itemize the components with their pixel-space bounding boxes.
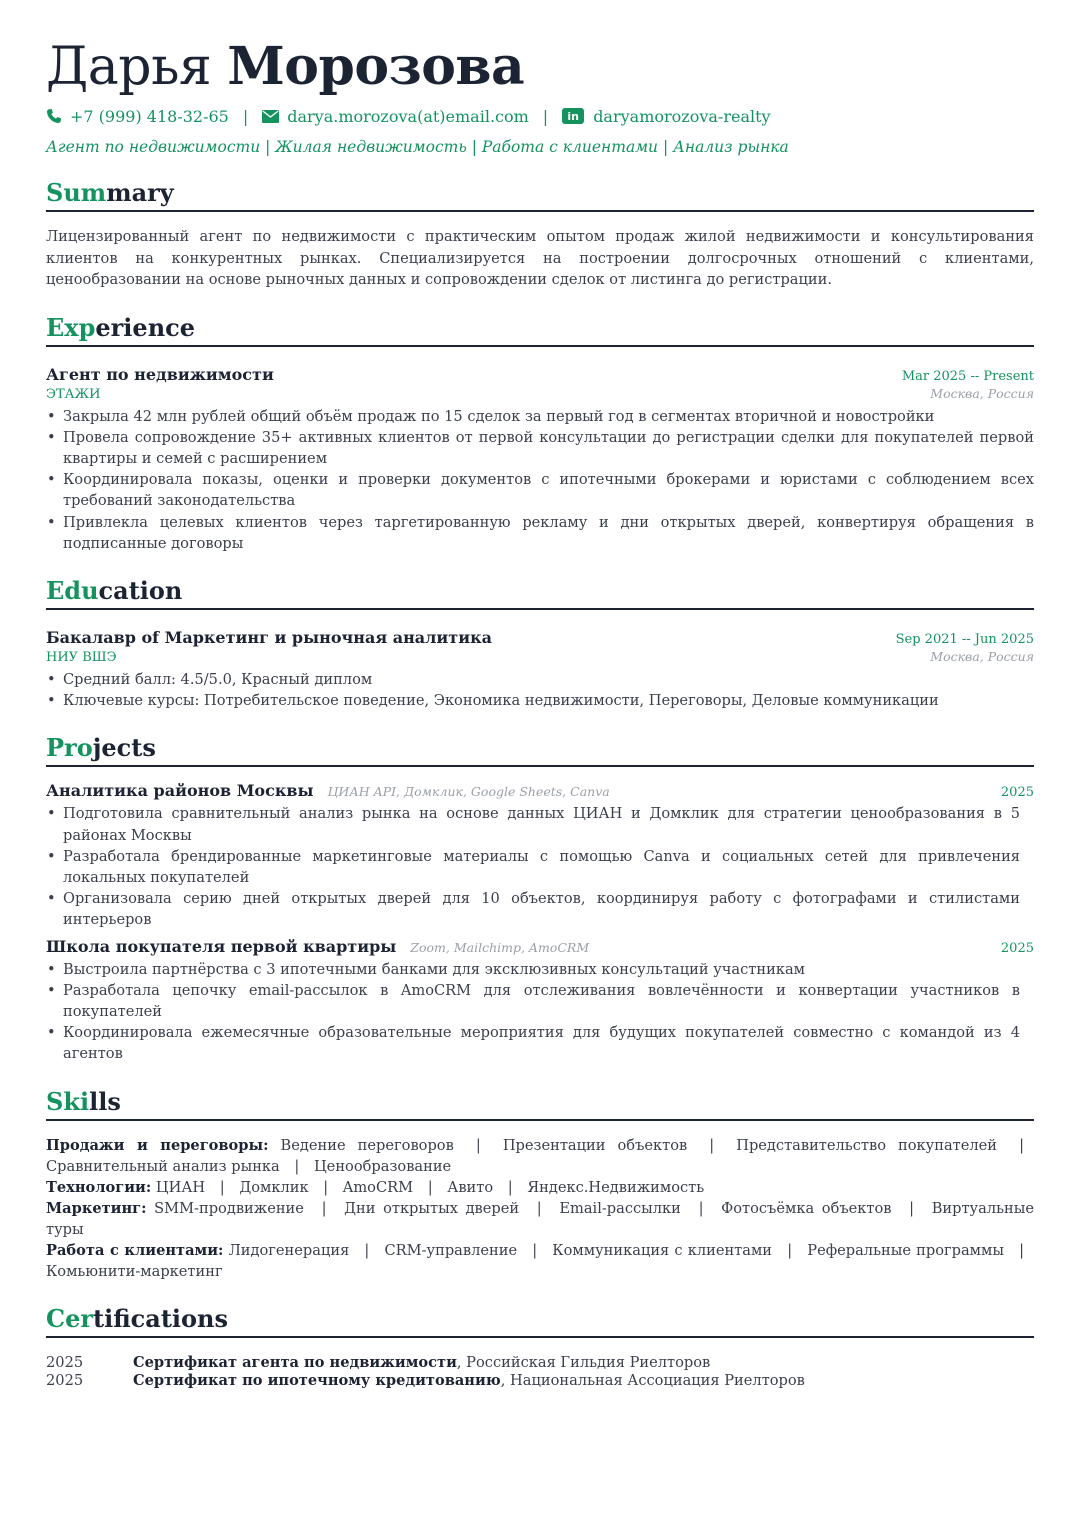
certification-name: Сертификат по ипотечному кредитованию [133,1371,501,1389]
project-entry [46,781,1034,930]
section-title-education: Education [46,576,1034,610]
contact-separator: | [242,106,249,126]
list-item: • Координировала показы, оценки и проверки документов с ипотечными брокерами и юристами с соблюдением всех требований законодательства [46,469,1034,511]
skill-separator: | [219,1178,225,1196]
list-item: • Разработала брендированные маркетинговые материалы с помощью Canva и социальных сетей для привлечения локальных покупателей [46,846,1020,888]
skill-item: Email-рассылки [559,1199,681,1217]
skill-group-label: Продажи и переговоры: [46,1136,269,1154]
certifications-list [46,1354,1034,1390]
skill-separator: | [294,1157,300,1175]
phone-icon [46,108,62,124]
skill-item: Презентации объектов [502,1136,688,1154]
skill-item: Фотосъёмка объектов [721,1199,892,1217]
skill-group-label: Маркетинг: [46,1199,147,1217]
skill-item: Авито [447,1178,494,1196]
skill-item: Ценообразование [313,1157,452,1175]
contact-separator: | [542,106,549,126]
education-location: Москва, Россия [930,648,1034,664]
project-bullets [46,959,1034,1065]
summary-section [46,178,1034,291]
phone-number: +7 (999) 418-32-65 [70,106,229,126]
section-title-certifications: Certifications [46,1304,1034,1338]
education-bullets [46,669,1034,711]
first-name: Дарья [46,37,212,97]
certification-issuer: , Национальная Ассоциация Риелторов [500,1371,805,1389]
skill-item: Коммуникация с клиентами [552,1241,773,1259]
skill-separator: | [787,1241,793,1259]
skill-item: Реферальные программы [807,1241,1004,1259]
skill-item: Лидогенерация [228,1241,350,1259]
education-section [46,576,1034,711]
skill-separator: | [709,1136,715,1154]
envelope-icon [262,110,279,123]
skill-group [46,1240,1034,1282]
company-name: ЭТАЖИ [46,386,101,402]
project-entry [46,937,1034,1065]
certification-issuer: , Российская Гильдия Риелторов [456,1353,711,1371]
skill-item: CRM-управление [384,1241,518,1259]
summary-text: Лицензированный агент по недвижимости с практическим опытом продаж жилой недвижимости и консультирования клиентов на конкурентных рынках. Специализируется на построении долгосрочных отношений с клиентами, ценообразовании на основе рыночных данных и сопровождении сделок от листинга до регистрации. [46,228,1034,288]
certifications-section [46,1304,1034,1390]
list-item: • Выстроила партнёрства с 3 ипотечными банками для эксклюзивных консультаций участникам [46,959,1020,980]
list-item: • Организовала серию дней открытых дверей для 10 объектов, координируя работу с фотографами и стилистами интерьеров [46,888,1020,930]
university-name: НИУ ВШЭ [46,649,117,665]
section-title-projects: Projects [46,733,1034,767]
job-bullets [46,406,1034,554]
skill-item: SMM-продвижение [154,1199,304,1217]
skill-separator: | [323,1178,329,1196]
list-item: • Разработала цепочку email-рассылок в AmoCRM для отслеживания вовлечённости и конвертации участников в покупателей [46,980,1020,1022]
skill-item: Комьюнити-маркетинг [46,1262,223,1280]
list-item: • Координировала ежемесячные образовательные мероприятия для будущих покупателей совместно с командой из 4 агентов [46,1022,1020,1064]
skill-group-label: Работа с клиентами: [46,1241,224,1259]
skill-item: Ведение переговоров [280,1136,454,1154]
experience-section [46,313,1034,554]
education-entry [46,628,1034,711]
skill-item: ЦИАН [155,1178,206,1196]
skill-group-label: Технологии: [46,1178,152,1196]
resume-page [46,36,1034,1390]
skill-separator: | [475,1136,481,1154]
degree-title: Бакалавр of Маркетинг и рыночная аналитика [46,627,492,647]
list-item: • Подготовила сравнительный анализ рынка на основе данных ЦИАН и Домклик для стратегии ценообразования в 5 районах Москвы [46,803,1020,845]
skill-separator: | [321,1199,327,1217]
skill-item: Дни открытых дверей [344,1199,520,1217]
job-dates: Mar 2025 -- Present [901,368,1034,384]
skill-item: AmoCRM [342,1178,414,1196]
projects-section [46,733,1034,1064]
skill-separator: | [1019,1241,1025,1259]
list-item: • Привлекла целевых клиентов через таргетированную рекламу и дни открытых дверей, конвертируя обращения в подписанные договоры [46,512,1034,554]
skills-list [46,1135,1034,1282]
project-tech: ЦИАН API, Домклик, Google Sheets, Canva [327,784,610,800]
skill-group [46,1135,1034,1177]
skill-group [46,1177,1034,1198]
skill-separator: | [909,1199,915,1217]
education-dates: Sep 2021 -- Jun 2025 [895,631,1034,647]
project-year: 2025 [1000,785,1034,801]
skill-group [46,1198,1034,1240]
linkedin-handle: daryamorozova-realty [593,106,771,126]
skill-separator: | [1019,1136,1024,1154]
certification-name: Сертификат агента по недвижимости [133,1353,457,1371]
skill-separator: | [698,1199,704,1217]
section-title-experience: Experience [46,313,1034,347]
list-item: • Провела сопровождение 35+ активных клиентов от первой консультации до регистрации сделки для покупателей первой квартиры и семей с расширением [46,427,1034,469]
list-item: • Ключевые курсы: Потребительское поведение, Экономика недвижимости, Переговоры, Деловые коммуникации [46,690,1034,711]
certification-year: 2025 [46,1353,84,1371]
skill-item: Виртуальные туры [46,1199,1035,1238]
skill-separator: | [427,1178,433,1196]
linkedin-contact[interactable] [562,107,770,126]
skill-separator: | [536,1199,542,1217]
project-title: Аналитика районов Москвы [46,781,314,801]
skill-separator: | [532,1241,538,1259]
skill-item: Яндекс.Недвижимость [527,1178,705,1196]
certification-item [46,1354,1034,1372]
skill-separator: | [364,1241,370,1259]
skill-separator: | [507,1178,513,1196]
certification-item [46,1372,1034,1390]
job-title: Агент по недвижимости [46,364,274,384]
email-address: darya.morozova(at)email.com [287,106,529,126]
linkedin-icon: in [562,108,584,124]
skill-item: Представительство покупателей [736,1136,998,1154]
experience-entry [46,365,1034,554]
email-contact[interactable] [262,107,529,126]
skill-item: Сравнительный анализ рынка [46,1157,280,1175]
last-name: Морозова [227,36,525,97]
skill-item: Домклик [239,1178,309,1196]
section-title-skills: Skills [46,1087,1034,1121]
skills-section [46,1087,1034,1282]
list-item: • Закрыла 42 млн рублей общий объём продаж по 15 сделок за первый год в сегментах вторичной и новостройки [46,406,1034,427]
project-bullets [46,803,1034,930]
project-tech: Zoom, Mailchimp, AmoCRM [410,939,590,955]
contact-bar [46,104,1034,128]
candidate-name [46,36,1034,98]
tagline: Агент по недвижимости | Жилая недвижимость | Работа с клиентами | Анализ рынка [46,138,789,156]
project-title: Школа покупателя первой квартиры [46,936,397,956]
section-title-summary: Summary [46,178,1034,212]
phone-contact[interactable] [46,107,229,126]
project-year: 2025 [1000,940,1034,956]
job-location: Москва, Россия [930,385,1034,401]
list-item: • Средний балл: 4.5/5.0, Красный диплом [46,669,1034,690]
certification-year: 2025 [46,1371,84,1389]
